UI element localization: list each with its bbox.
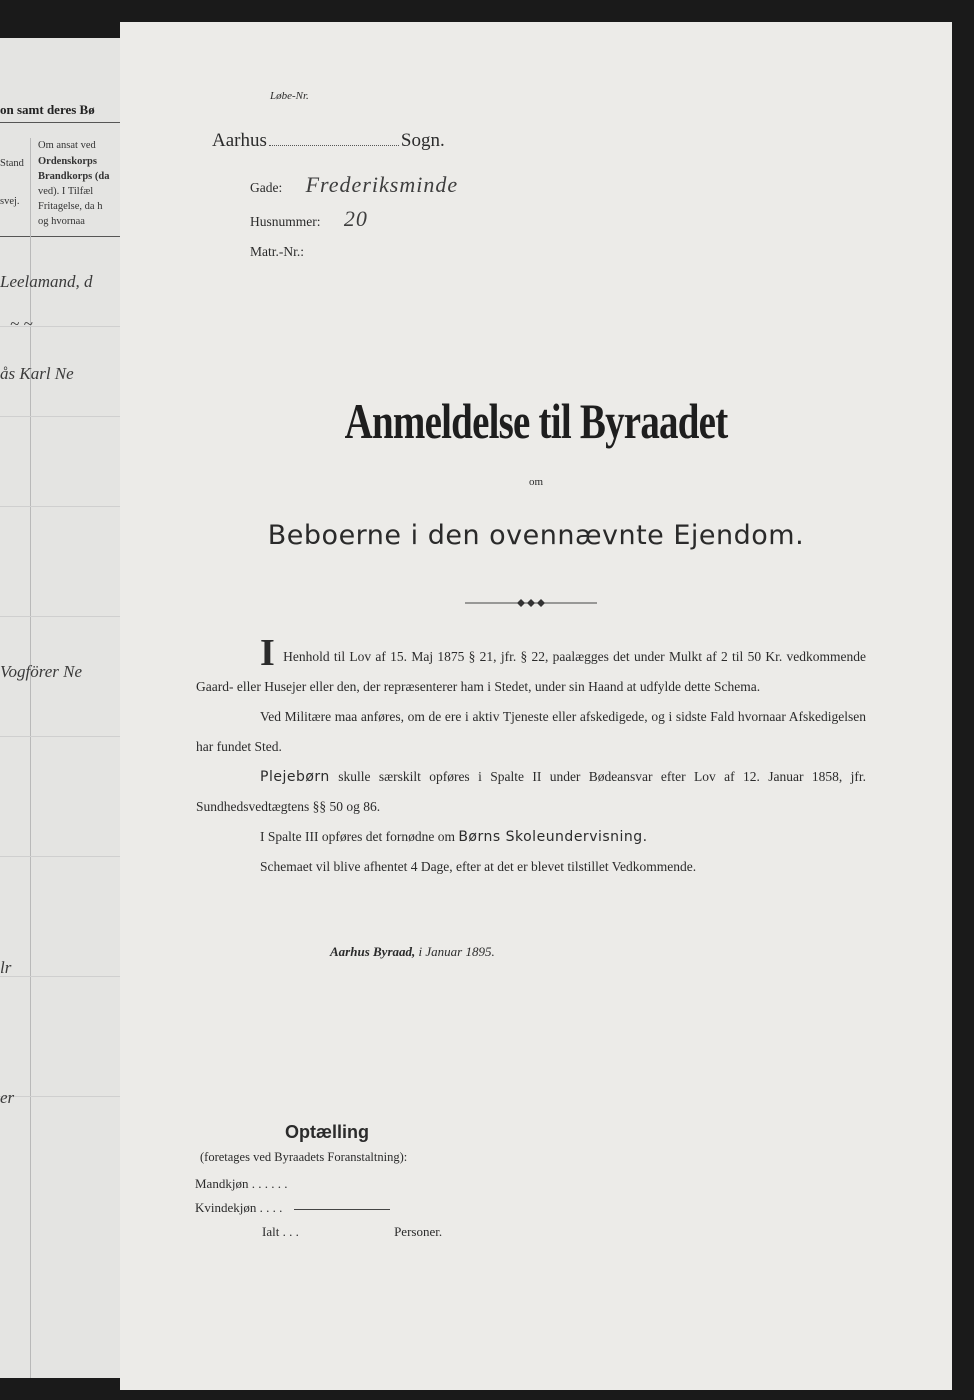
count-section-title: Optælling (285, 1122, 369, 1142)
left-grid-line (0, 416, 120, 417)
left-grid-line (0, 736, 120, 737)
left-header-bottom-rule (0, 236, 120, 237)
paragraph-2-text: Ved Militære maa anføres, om de ere i aktiv Tjeneste eller afskedigede, og i sidste Fald hvornaar Afskedigelsen har fundet Sted. (196, 709, 866, 754)
left-header-rule (0, 122, 120, 123)
count-female-row (195, 1200, 390, 1216)
title-connector: om (528, 476, 544, 488)
left-handwritten-entry: ~ ~ (10, 314, 33, 333)
husnummer-label: Husnummer: (250, 214, 321, 229)
paragraph-4-text: I Spalte III opføres det fornødne om (260, 829, 455, 844)
left-grid-line (0, 616, 120, 617)
left-handwritten-entry: Leelamand, d (0, 272, 93, 291)
paragraph-4 (196, 822, 866, 852)
husnummer-field (250, 206, 368, 232)
document-subtitle: Beboerne i den ovennævnte Ejendom. (267, 520, 805, 551)
count-total-row (262, 1224, 442, 1240)
parish-line (212, 130, 445, 152)
matr-field (250, 244, 304, 260)
left-handwritten-entry: er (0, 1088, 15, 1107)
gade-handwritten-value: Frederiksminde (305, 172, 459, 197)
signature-org: Aarhus Byraad, (330, 944, 416, 959)
left-grid-line (0, 1096, 120, 1097)
left-col-line-6: og hvornaa (38, 216, 85, 227)
count-female-label: Kvindekjøn . . . . (195, 1200, 283, 1215)
paragraph-3-lead: Plejebørn (260, 769, 330, 785)
city-label: Aarhus (212, 130, 267, 151)
matr-label: Matr.-Nr.: (250, 244, 304, 259)
left-col-line-1: Om ansat ved (38, 140, 96, 151)
paragraph-5-text: Schemaet vil blive afhentet 4 Dage, efter at det er blevet tilstillet Vedkommende. (260, 859, 697, 874)
signature-line (330, 944, 495, 960)
left-handwritten-entry: Vogförer Ne (0, 662, 83, 681)
parish-blank (269, 145, 399, 146)
drop-initial: I (260, 632, 275, 674)
husnummer-handwritten-value: 20 (343, 206, 368, 231)
left-handwritten-entry: ås Karl Ne (0, 364, 74, 383)
left-col-stand: Stand (0, 158, 24, 169)
left-handwritten-entry: lr (0, 958, 12, 977)
count-total-label: Ialt . . . (262, 1224, 299, 1239)
left-col-line-2: Ordenskorps (38, 156, 97, 167)
paragraph-3 (196, 762, 866, 822)
instructions (196, 632, 867, 882)
left-page-header: on samt deres Bø (0, 102, 95, 117)
left-col-line-4: ved). I Tilfæl (38, 186, 94, 197)
count-section-subtitle: (foretages ved Byraadets Foranstaltning): (200, 1150, 408, 1164)
paragraph-1-text: Henhold til Lov af 15. Maj 1875 § 21, jfr. § 22, paalægges det under Mulkt af 2 til 50 Kr. vedkommende Gaard- eller Husejer eller den, der repræsenterer ham i Stedet, under sin Haand at udfylde dette Schema. (196, 649, 866, 694)
count-male-row (195, 1176, 287, 1192)
paragraph-4-emphasis: Børns Skoleundervisning. (458, 829, 648, 845)
signature-date: i Januar 1895. (418, 944, 495, 959)
left-grid-line (0, 856, 120, 857)
paragraph-3-text: skulle særskilt opføres i Spalte II under Bødeansvar efter Lov af 12. Januar 1858, jfr. Sundhedsvedtægtens §§ 50 og 86. (196, 769, 867, 814)
count-sum-rule (294, 1209, 390, 1210)
left-grid-line (0, 506, 120, 507)
document-title: Anmeldelse til Byraadet (344, 393, 728, 449)
gade-field (250, 172, 458, 198)
count-persons-label: Personer. (394, 1224, 443, 1239)
ornament-divider (465, 596, 597, 610)
left-col-line-5: Fritagelse, da h (38, 201, 103, 212)
sogn-label: Sogn. (400, 130, 445, 151)
left-col-svej: svej. (0, 196, 20, 207)
loebe-nr-label: Løbe-Nr. (270, 90, 309, 102)
left-col-line-3: Brandkorps (da (38, 171, 110, 182)
left-page-fragment (0, 38, 122, 1378)
paragraph-2 (196, 702, 866, 762)
count-male-label: Mandkjøn . . . . . . (195, 1176, 288, 1191)
gade-label: Gade: (250, 180, 283, 195)
left-grid-line (0, 976, 120, 977)
paragraph-5 (196, 852, 866, 882)
form-page (120, 22, 952, 1390)
paragraph-1 (196, 632, 866, 702)
